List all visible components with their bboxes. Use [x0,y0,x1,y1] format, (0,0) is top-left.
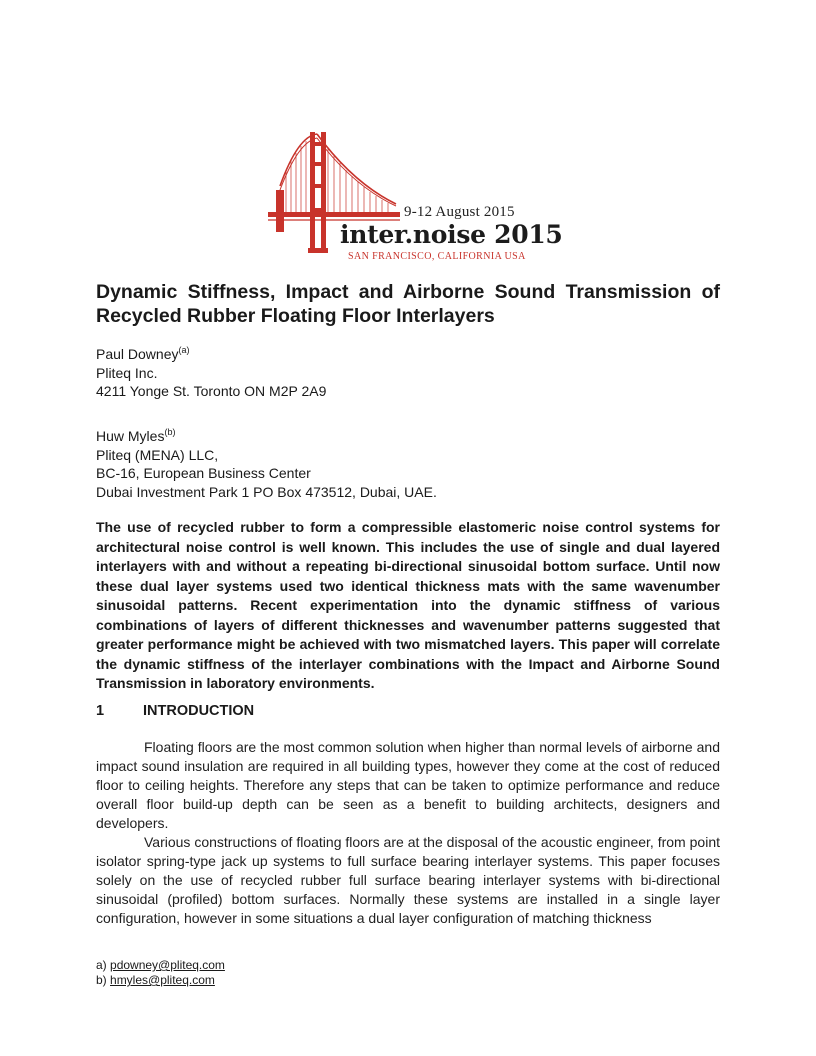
section-number: 1 [96,703,105,719]
paper-title: Dynamic Stiffness, Impact and Airborne Sound Transmission of Recycled Rubber Floating Floor Interlayers [96,281,720,327]
conference-name: inter.noise 2015 [340,220,563,249]
author-affiliation: Pliteq (MENA) LLC, [96,446,219,463]
conference-dates: 9-12 August 2015 [404,204,515,220]
email-link[interactable]: pdowney@pliteq.com [110,958,225,972]
abstract: The use of recycled rubber to form a compressible elastomeric noise control systems for architectural noise control is well known. This includes the use of single and dual layered interlayers with and without a repeating bi-directional sinusoidal bottom surface. Until now these dual layer systems used two identical thickness mats with the same wavenumber sinusoidal patterns. Recent experimentation into the dynamic stiffness of various combinations of layers of different thicknesses and wavenumber patterns suggested that greater performance might be achieved with two mismatched layers. This paper will correlate the dynamic stiffness of the interlayer combinations with the Impact and Airborne Sound Transmission in laboratory environments. [96,519,720,691]
section-title: INTRODUCTION [143,703,255,719]
author-block [96,345,720,401]
paragraph: Floating floors are the most common solution when higher than normal levels of airborne and impact sound insulation are required in all building types, however they come at the cost of reduced floor to ceiling heights. Therefore any steps that can be taken to optimize performance and reduce overall floor build-up depth can be seen as a benefit to building architects, designers and developers. [96,739,720,831]
footnotes [96,958,225,988]
author-address: Dubai Investment Park 1 PO Box 473512, Dubai, UAE. [96,483,437,500]
author-affiliation: Pliteq Inc. [96,364,158,381]
conference-location: SAN FRANCISCO, CALIFORNIA USA [348,251,526,262]
author-name: Huw Myles$^{(b)}$ [96,427,176,444]
author-address: BC-16, European Business Center [96,465,311,481]
footnote: b) hmyles@pliteq.com [96,973,215,987]
footnote: a) pdowney@pliteq.com [96,958,225,972]
author-address: 4211 Yonge St. Toronto ON M2P 2A9 [96,383,327,399]
paragraph: Various constructions of floating floors are at the disposal of the acoustic engineer, from point isolator spring-type jack up systems to full surface bearing interlayer systems. This paper focuses solely on the use of recycled rubber full surface bearing interlayer systems with bi-directional sinusoidal (profiled) bottom surfaces. Normally these systems are installed in a single layer configuration, however in some situations a dual layer configuration of matching thickness [96,834,720,926]
email-link[interactable]: hmyles@pliteq.com [110,973,215,987]
conference-logo [268,128,563,268]
footnote-marker: (a) [178,345,190,355]
body-text [96,738,720,928]
author-name: Paul Downey$^{(a)}$ [96,345,190,362]
author-block [96,427,720,501]
section-heading [96,703,254,719]
footnote-marker: (b) [164,427,176,437]
